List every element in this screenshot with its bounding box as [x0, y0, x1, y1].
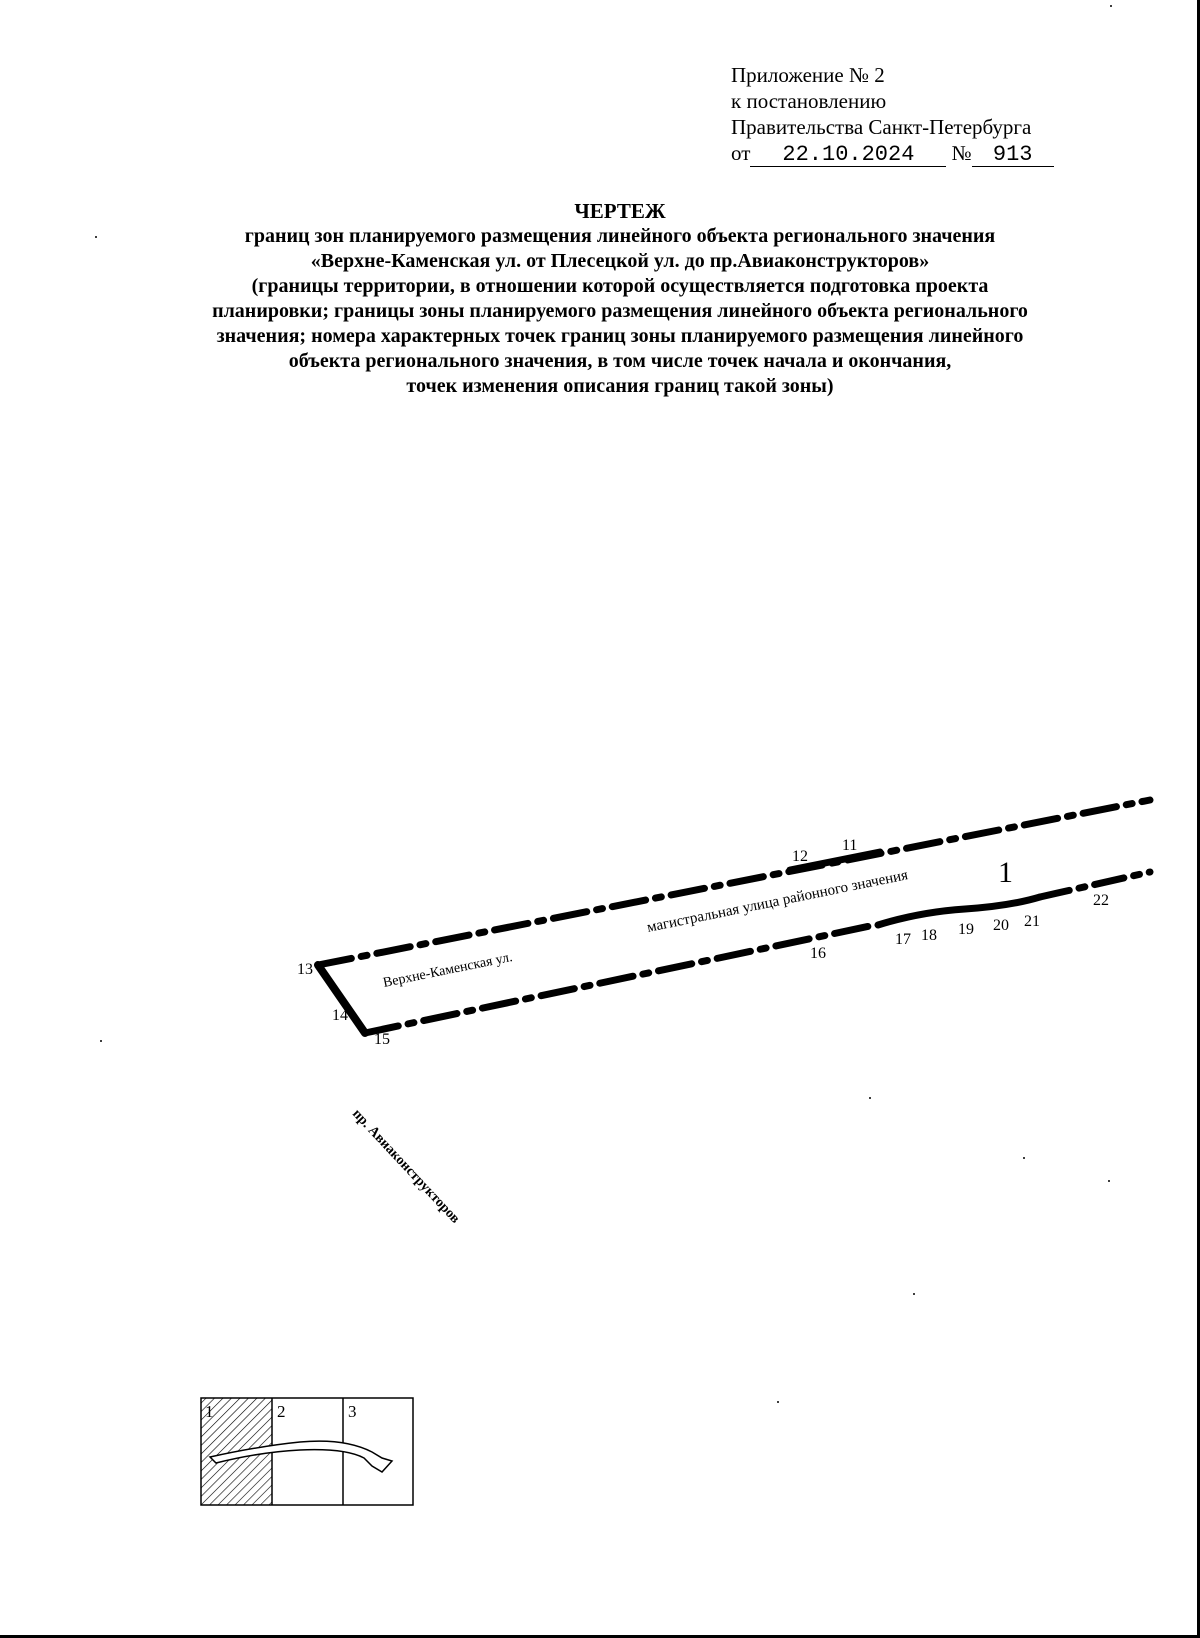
scan-specks: [95, 5, 1112, 1403]
title-line-6: объекта регионального значения, в том числе точек начала и окончания,: [288, 350, 952, 372]
index-map: [201, 1398, 413, 1505]
point-19: 19: [958, 921, 974, 938]
decree-date: 22.10.2024: [750, 144, 946, 167]
point-15: 15: [374, 1031, 390, 1048]
speck: [913, 1293, 915, 1295]
decree-number: 913: [972, 144, 1054, 167]
avenue-label: пр. Авиаконструкторов: [349, 1106, 463, 1227]
title-line-2: «Верхне-Каменская ул. от Плесецкой ул. до пр.Авиаконструкторов»: [310, 250, 930, 272]
point-20: 20: [993, 917, 1009, 934]
appendix-decree-ref: к постановлению: [731, 89, 887, 113]
speck: [1110, 5, 1112, 7]
index-sheet-1-label: 1: [205, 1402, 214, 1421]
speck: [100, 1040, 102, 1042]
street-label: Верхне-Каменская ул.: [381, 949, 514, 991]
point-22: 22: [1093, 892, 1109, 909]
point-18: 18: [921, 927, 937, 944]
speck: [95, 236, 97, 238]
point-11: 11: [842, 837, 858, 854]
title-heading: ЧЕРТЕЖ: [574, 199, 666, 223]
index-sheet-3-label: 3: [348, 1402, 357, 1421]
title-line-1: границ зон планируемого размещения линейного объекта регионального значения: [244, 225, 996, 247]
speck: [777, 1401, 779, 1403]
appendix-title: Приложение № 2: [731, 63, 885, 87]
title-line-5: значения; номера характерных точек границ зоны планируемого размещения линейного: [216, 325, 1024, 347]
appendix-authority: Правительства Санкт-Петербурга: [731, 115, 1032, 139]
title-line-4: планировки; границы зоны планируемого размещения линейного объекта регионального: [212, 300, 1028, 322]
point-21: 21: [1024, 913, 1040, 930]
zone-number: 1: [998, 856, 1013, 889]
title-line-3: (границы территории, в отношении которой осуществляется подготовка проекта: [251, 275, 989, 297]
point-13: 13: [297, 961, 313, 978]
index-sheet-2-label: 2: [277, 1402, 286, 1421]
speck: [1023, 1157, 1025, 1159]
number-label: №: [951, 141, 972, 165]
point-17: 17: [895, 931, 911, 948]
point-16: 16: [810, 945, 826, 962]
zone-label: магистральная улица районного значения: [645, 867, 910, 936]
speck: [869, 1097, 871, 1099]
title-line-7: точек изменения описания границ такой зоны): [406, 375, 834, 397]
from-label: от: [731, 141, 751, 165]
speck: [1108, 1180, 1110, 1182]
point-14: 14: [332, 1007, 348, 1024]
upper-boundary-line: [318, 800, 1150, 965]
point-12: 12: [792, 848, 808, 865]
